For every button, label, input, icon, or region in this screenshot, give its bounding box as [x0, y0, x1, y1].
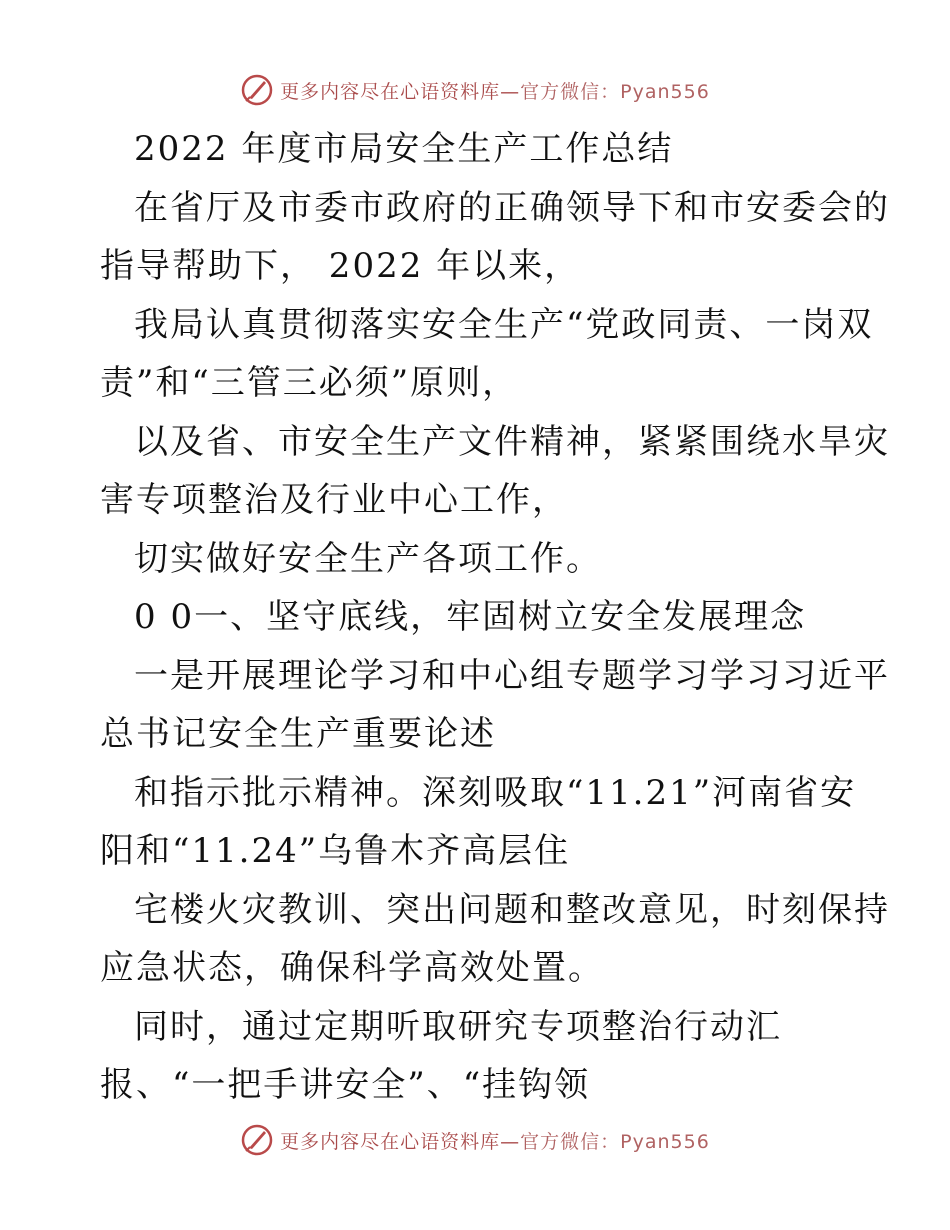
doc-line: 一是开展理论学习和中心组专题学习学习习近平: [134, 655, 890, 696]
doc-line: 报、“一把手讲安全”、“挂钩领: [100, 1065, 591, 1105]
doc-title: 2022 年度市局安全生产工作总结: [134, 129, 674, 169]
doc-line: 总书记安全生产重要论述: [100, 714, 496, 754]
doc-line: 害专项整治及行业中心工作，: [100, 480, 568, 520]
banner-wechat: 官方微信：Pyan556: [520, 1130, 710, 1153]
document-body: [100, 120, 890, 1115]
doc-line: 同时，通过定期听取研究专项整治行动汇: [134, 1006, 782, 1047]
banner-wechat: 官方微信：Pyan556: [520, 80, 710, 103]
doc-line: 以及省、市安全生产文件精神，紧紧围绕水旱灾: [134, 421, 890, 462]
doc-line: 责”和“三管三必须”原则，: [100, 363, 519, 403]
doc-line: 指导帮助下， 2022 年以来，: [100, 246, 581, 286]
doc-line: 我局认真贯彻落实安全生产“党政同责、一岗双: [134, 304, 874, 345]
doc-line: 在省厅及市委市政府的正确领导下和市安委会的: [134, 187, 890, 228]
banner-slogan: 更多内容尽在心语资料库—: [280, 1130, 521, 1153]
doc-line: 切实做好安全生产各项工作。: [134, 538, 602, 579]
footer-banner: [0, 1120, 950, 1160]
doc-line: 应急状态，确保科学高效处置。: [100, 948, 604, 988]
banner-text: [280, 77, 710, 104]
quill-logo-icon: [240, 73, 274, 107]
doc-section-heading: 0 0一、坚守底线，牢固树立安全发展理念: [134, 597, 807, 637]
banner-slogan: 更多内容尽在心语资料库—: [280, 80, 521, 103]
banner-text: [280, 1127, 710, 1154]
doc-line: 阳和“11.24”乌鲁木齐高层住: [100, 831, 571, 871]
quill-logo-icon: [240, 1123, 274, 1157]
doc-line: 和指示批示精神。深刻吸取“11.21”河南省安: [134, 772, 857, 813]
doc-line: 宅楼火灾教训、突出问题和整改意见，时刻保持: [134, 889, 890, 930]
header-banner: [0, 70, 950, 110]
